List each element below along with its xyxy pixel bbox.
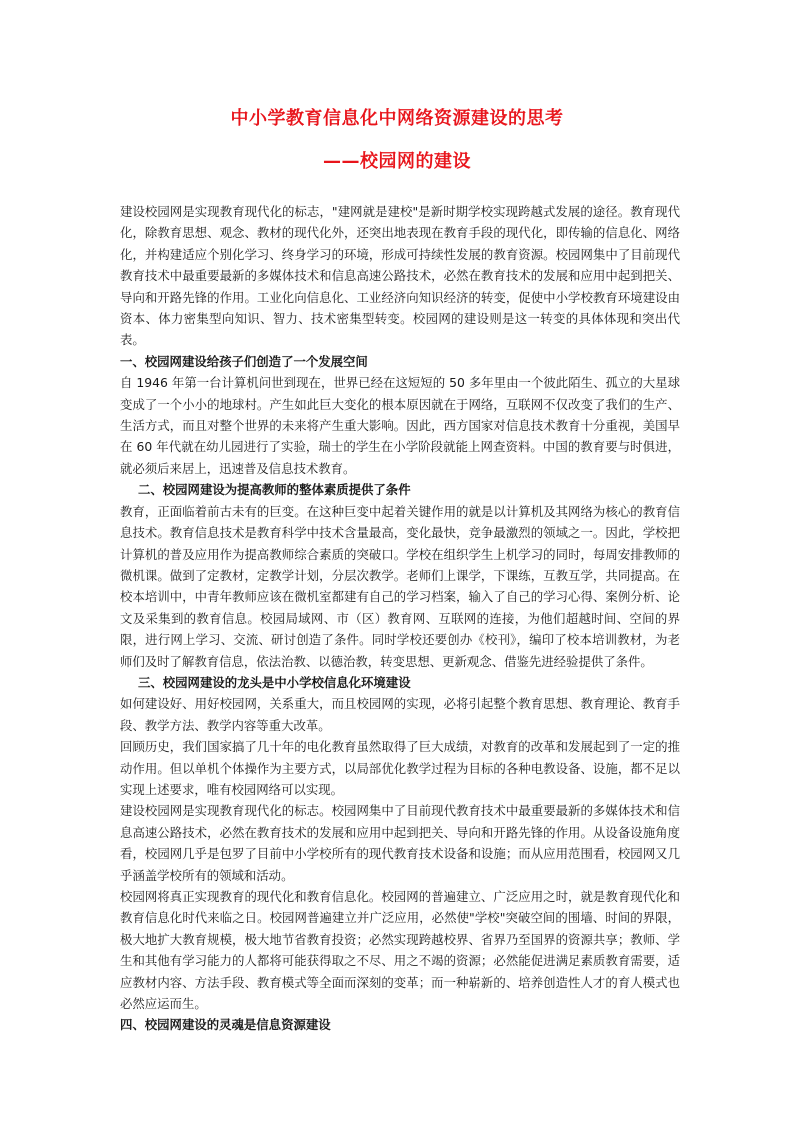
document-subtitle: ——校园网的建设: [323, 151, 471, 172]
paragraph: 建设校园网是实现教育现代化的标志，"建网就是建校"是新时期学校实现跨越式发展的途径。教育现代化，除教育思想、观念、教材的现代化外，还突出地表现在教育手段的现代化，即传输的信息化、网络化，并构建适应个别化学习、终身学习的环境，形成可持续性发展的教育资源。校园网集中了目前现代教育技术中最重要最新的多媒体技术和信息高速公路技术，必然在教育技术的发展和应用中起到把关、导向和开路先锋的作用。工业化向信息化、工业经济向知识经济的转变，促使中小学校教育环境建设由资本、体力密集型向知识、智力、技术密集型转变。校园网的建设则是这一转变的具体体现和突出代表。: [120, 204, 680, 348]
paragraph: 自 1946 年第一台计算机问世到现在，世界已经在这短短的 50 多年里由一个彼此陌生、孤立的大星球变成了一个小小的地球村。产生如此巨大变化的根本原因就在于网络，互联网不仅改变了我们的生产、生活方式，而且对整个世界的未来将产生重大影响。因此，西方国家对信息技术教育十分重视，美国早在 60 年代就在幼儿园进行了实验，瑞士的学生在小学阶段就能上网查资料。中国的教育要与时俱进，就必须后来居上，迅速普及信息技术教育。: [120, 375, 680, 476]
paragraph: 建设校园网是实现教育现代化的标志。校园网集中了目前现代教育技术中最重要最新的多媒体技术和信息高速公路技术，必然在教育技术的发展和应用中起到把关、导向和开路先锋的作用。从设备设施角度看，校园网几乎是包罗了目前中小学校所有的现代教育技术设备和设施；而从应用范围看，校园网又几乎涵盖学校所有的领域和活动。: [120, 803, 680, 883]
section-heading: 四、校园网建设的灵魂是信息资源建设: [120, 1017, 331, 1033]
document-title: 中小学教育信息化中网络资源建设的思考: [230, 108, 564, 129]
section-heading: 二、校园网建设为提高教师的整体素质提供了条件: [138, 482, 411, 498]
section-heading: 三、校园网建设的龙头是中小学校信息化环境建设: [138, 674, 411, 690]
paragraph: 回顾历史，我们国家搞了几十年的电化教育虽然取得了巨大成绩，对教育的改革和发展起到了一定的推动作用。但以单机个体操作为主要方式，以局部优化教学过程为目标的各种电教设备、设施，都不足以实现上述要求，唯有校园网络可以实现。: [120, 739, 680, 797]
paragraph: 教育，正面临着前古未有的巨变。在这种巨变中起着关键作用的就是以计算机及其网络为核心的教育信息技术。教育信息技术是教育科学中技术含量最高，变化最快，竞争最激烈的领域之一。因此，学校把计算机的普及应用作为提高教师综合素质的突破口。学校在组织学生上机学习的同时，每周安排教师的微机课。做到了定教材，定教学计划，分层次教学。老师们上课学，下课练，互教互学，共同提高。在校本培训中，中青年教师应该在微机室都建有自己的学习档案，输入了自己的学习心得、案例分析、论文及采集到的教育信息。校园局域网、市（区）教育网、互联网的连接，为他们超越时间、空间的界限，进行网上学习、交流、研讨创造了条件。同时学校还要创办《校刊》，编印了校本培训教材，为老师们及时了解教育信息，依法治教、以德治教，转变思想、更新观念、借鉴先进经验提供了条件。: [120, 503, 680, 669]
paragraph: 如何建设好、用好校园网，关系重大，而且校园网的实现，必将引起整个教育思想、教育理论、教育手段、教学方法、教学内容等重大改革。: [120, 696, 680, 733]
section-heading: 一、校园网建设给孩子们创造了一个发展空间: [120, 353, 368, 369]
paragraph: 校园网将真正实现教育的现代化和教育信息化。校园网的普遍建立、广泛应用之时，就是教育现代化和教育信息化时代来临之日。校园网普遍建立并广泛应用，必然使"学校"突破空间的围墙、时间的界限，极大地扩大教育规模，极大地节省教育投资；必然实现跨越校界、省界乃至国界的资源共享；教师、学生和其他有学习能力的人都将可能获得取之不尽、用之不竭的资源；必然能促进满足素质教育需要，适应教材内容、方法手段、教育模式等全面而深刻的变革；而一种崭新的、培养创造性人才的育人模式也必然应运而生。: [120, 889, 680, 1012]
document-body: [120, 201, 680, 1036]
